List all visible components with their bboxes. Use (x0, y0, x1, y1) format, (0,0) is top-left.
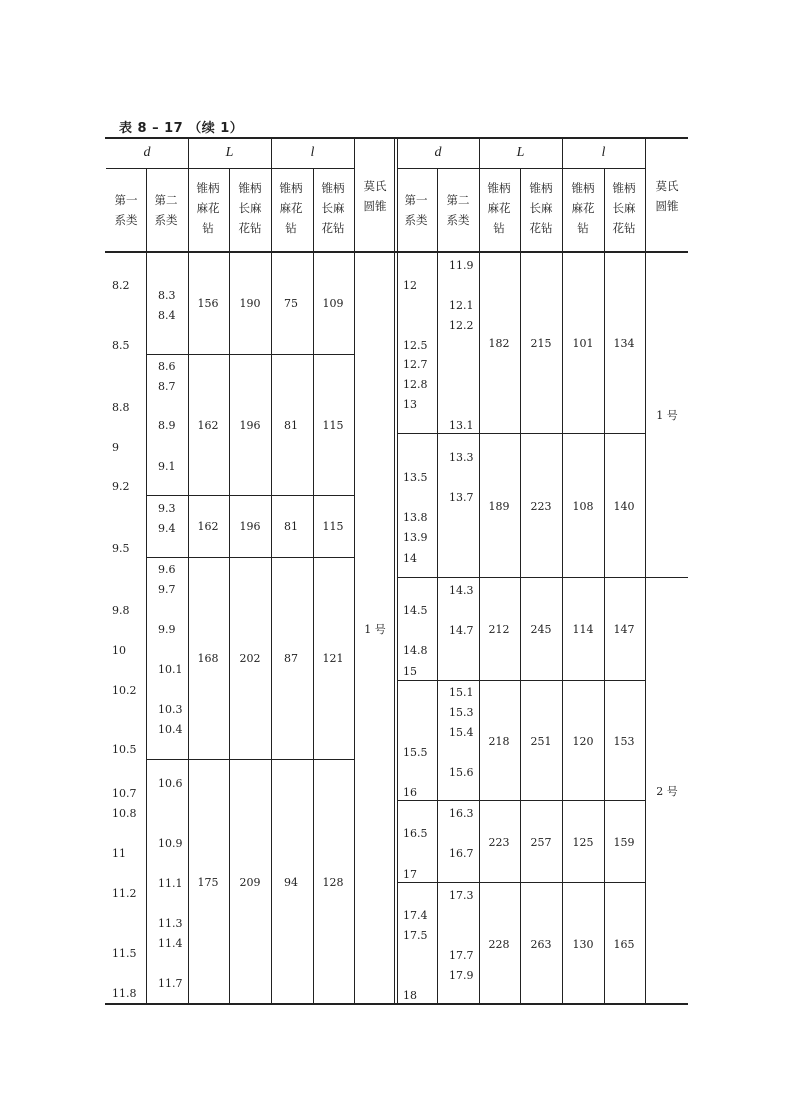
l-long-value: 115 (322, 520, 344, 533)
l-header: l (310, 145, 315, 160)
first-series-value: 15 (403, 665, 417, 678)
grid-line (520, 168, 521, 1004)
second-series-value: 12.1 (449, 299, 474, 312)
second-series-header: 第二 系类 (446, 193, 470, 227)
first-series-value: 10 (112, 644, 126, 657)
second-series-value: 11.9 (449, 259, 474, 272)
first-series-value: 10.5 (112, 743, 137, 756)
second-series-value: 8.9 (158, 419, 176, 432)
grid-line (146, 495, 354, 496)
grid-line (106, 168, 354, 169)
second-series-value: 10.4 (158, 723, 183, 736)
first-series-value: 13.9 (403, 531, 428, 544)
morse-taper-value: 2 号 (656, 785, 678, 798)
morse-taper-header: 莫氏 圆锥 (363, 179, 387, 213)
L-value: 168 (197, 652, 219, 665)
l-value: 101 (572, 337, 594, 350)
first-series-value: 14.5 (403, 604, 428, 617)
first-series-value: 14 (403, 552, 417, 565)
second-series-value: 8.4 (158, 309, 176, 322)
first-series-value: 11.8 (112, 987, 137, 1000)
l-long-value: 115 (322, 419, 344, 432)
first-series-value: 13 (403, 398, 417, 411)
L-value: 156 (197, 297, 219, 310)
grid-line (645, 138, 646, 1004)
second-series-value: 8.7 (158, 380, 176, 393)
grid-line (397, 138, 398, 1004)
second-series-value: 9.7 (158, 583, 176, 596)
grid-line (313, 168, 314, 1004)
second-series-value: 17.9 (449, 969, 474, 982)
L-header: L (516, 145, 525, 160)
d-header: d (434, 145, 442, 160)
grid-line (146, 168, 147, 1004)
first-series-value: 8.8 (112, 401, 130, 414)
first-series-value: 13.5 (403, 471, 428, 484)
second-series-value: 15.3 (449, 706, 474, 719)
l-value: 114 (572, 623, 594, 636)
second-series-value: 10.6 (158, 777, 183, 790)
L-value: 162 (197, 520, 219, 533)
taper-shank-long-drill-header: 锥柄 长麻 花钻 (612, 181, 636, 235)
l-long-value: 109 (322, 297, 344, 310)
second-series-value: 14.3 (449, 584, 474, 597)
first-series-value: 11.2 (112, 887, 137, 900)
second-series-value: 11.4 (158, 937, 183, 950)
first-series-header: 第一 系类 (114, 193, 138, 227)
l-value: 130 (572, 938, 594, 951)
second-series-value: 12.2 (449, 319, 474, 332)
taper-shank-long-drill-header: 锥柄 长麻 花钻 (238, 181, 262, 235)
grid-line (397, 680, 645, 681)
l-long-value: 134 (613, 337, 635, 350)
l-value: 81 (284, 520, 298, 533)
first-series-value: 17.5 (403, 929, 428, 942)
second-series-value: 10.9 (158, 837, 183, 850)
second-series-value: 13.7 (449, 491, 474, 504)
l-long-value: 121 (322, 652, 344, 665)
first-series-value: 15.5 (403, 746, 428, 759)
L-long-value: 257 (530, 836, 552, 849)
L-header: L (225, 145, 234, 160)
L-value: 189 (488, 500, 510, 513)
second-series-value: 8.3 (158, 289, 176, 302)
first-series-value: 9 (112, 441, 119, 454)
l-value: 108 (572, 500, 594, 513)
first-series-value: 16 (403, 786, 417, 799)
L-long-value: 223 (530, 500, 552, 513)
first-series-value: 9.5 (112, 542, 130, 555)
first-series-value: 14.8 (403, 644, 428, 657)
L-long-value: 196 (239, 520, 261, 533)
L-long-value: 245 (530, 623, 552, 636)
first-series-value: 12.7 (403, 358, 428, 371)
second-series-value: 16.3 (449, 807, 474, 820)
L-long-value: 263 (530, 938, 552, 951)
first-series-value: 10.8 (112, 807, 137, 820)
l-long-value: 165 (613, 938, 635, 951)
L-value: 182 (488, 337, 510, 350)
second-series-header: 第二 系类 (154, 193, 178, 227)
grid-line (397, 800, 645, 801)
l-header: l (601, 145, 606, 160)
l-long-value: 147 (613, 623, 635, 636)
second-series-value: 14.7 (449, 624, 474, 637)
L-long-value: 196 (239, 419, 261, 432)
grid-line (645, 577, 688, 578)
morse-taper-header: 莫氏 圆锥 (655, 179, 679, 213)
morse-taper-value: 1 号 (364, 623, 386, 636)
second-series-value: 15.6 (449, 766, 474, 779)
second-series-value: 8.6 (158, 360, 176, 373)
second-series-value: 11.7 (158, 977, 183, 990)
grid-line (229, 168, 230, 1004)
second-series-value: 13.1 (449, 419, 474, 432)
first-series-value: 12.5 (403, 339, 428, 352)
taper-shank-drill-header: 锥柄 麻花 钻 (571, 181, 595, 235)
d-header: d (143, 145, 151, 160)
grid-line (397, 433, 645, 434)
l-value: 94 (284, 876, 298, 889)
first-series-value: 13.8 (403, 511, 428, 524)
second-series-value: 15.1 (449, 686, 474, 699)
second-series-value: 9.9 (158, 623, 176, 636)
l-value: 81 (284, 419, 298, 432)
L-value: 228 (488, 938, 510, 951)
second-series-value: 10.1 (158, 663, 183, 676)
grid-line (604, 168, 605, 1004)
first-series-value: 9.8 (112, 604, 130, 617)
second-series-value: 17.7 (449, 949, 474, 962)
grid-line (394, 138, 395, 1004)
second-series-value: 10.3 (158, 703, 183, 716)
grid-line (479, 138, 480, 1004)
L-value: 218 (488, 735, 510, 748)
L-long-value: 190 (239, 297, 261, 310)
first-series-value: 11.5 (112, 947, 137, 960)
second-series-value: 17.3 (449, 889, 474, 902)
second-series-value: 11.3 (158, 917, 183, 930)
taper-shank-drill-header: 锥柄 麻花 钻 (279, 181, 303, 235)
first-series-value: 12.8 (403, 378, 428, 391)
grid-line (562, 138, 563, 1004)
L-value: 162 (197, 419, 219, 432)
grid-line (146, 354, 354, 355)
L-long-value: 215 (530, 337, 552, 350)
taper-shank-long-drill-header: 锥柄 长麻 花钻 (321, 181, 345, 235)
L-long-value: 209 (239, 876, 261, 889)
first-series-value: 16.5 (403, 827, 428, 840)
L-value: 212 (488, 623, 510, 636)
first-series-value: 11 (112, 847, 126, 860)
L-value: 175 (197, 876, 219, 889)
L-value: 223 (488, 836, 510, 849)
l-value: 125 (572, 836, 594, 849)
first-series-value: 8.5 (112, 339, 130, 352)
morse-taper-value: 1 号 (656, 409, 678, 422)
taper-shank-long-drill-header: 锥柄 长麻 花钻 (529, 181, 553, 235)
second-series-value: 9.3 (158, 502, 176, 515)
first-series-value: 9.2 (112, 480, 130, 493)
first-series-header: 第一 系类 (404, 193, 428, 227)
grid-line (437, 168, 438, 1004)
first-series-value: 17 (403, 868, 417, 881)
grid-line (397, 882, 645, 883)
second-series-value: 11.1 (158, 877, 183, 890)
first-series-value: 12 (403, 279, 417, 292)
taper-shank-drill-header: 锥柄 麻花 钻 (196, 181, 220, 235)
second-series-value: 9.6 (158, 563, 176, 576)
grid-line (146, 557, 354, 558)
second-series-value: 9.4 (158, 522, 176, 535)
L-long-value: 202 (239, 652, 261, 665)
first-series-value: 10.2 (112, 684, 137, 697)
grid-line (146, 759, 354, 760)
l-value: 120 (572, 735, 594, 748)
first-series-value: 8.2 (112, 279, 130, 292)
l-long-value: 153 (613, 735, 635, 748)
second-series-value: 9.1 (158, 460, 176, 473)
first-series-value: 17.4 (403, 909, 428, 922)
grid-line (397, 577, 645, 578)
l-value: 87 (284, 652, 298, 665)
grid-line (188, 138, 189, 1004)
grid-line (271, 138, 272, 1004)
l-long-value: 159 (613, 836, 635, 849)
first-series-value: 18 (403, 989, 417, 1002)
l-value: 75 (284, 297, 298, 310)
second-series-value: 13.3 (449, 451, 474, 464)
l-long-value: 140 (613, 500, 635, 513)
table-title: 表 8 – 17 （续 1） (119, 121, 244, 136)
grid-line (397, 168, 645, 169)
L-long-value: 251 (530, 735, 552, 748)
second-series-value: 15.4 (449, 726, 474, 739)
l-long-value: 128 (322, 876, 344, 889)
second-series-value: 16.7 (449, 847, 474, 860)
first-series-value: 10.7 (112, 787, 137, 800)
taper-shank-drill-header: 锥柄 麻花 钻 (487, 181, 511, 235)
grid-line (354, 138, 355, 1004)
